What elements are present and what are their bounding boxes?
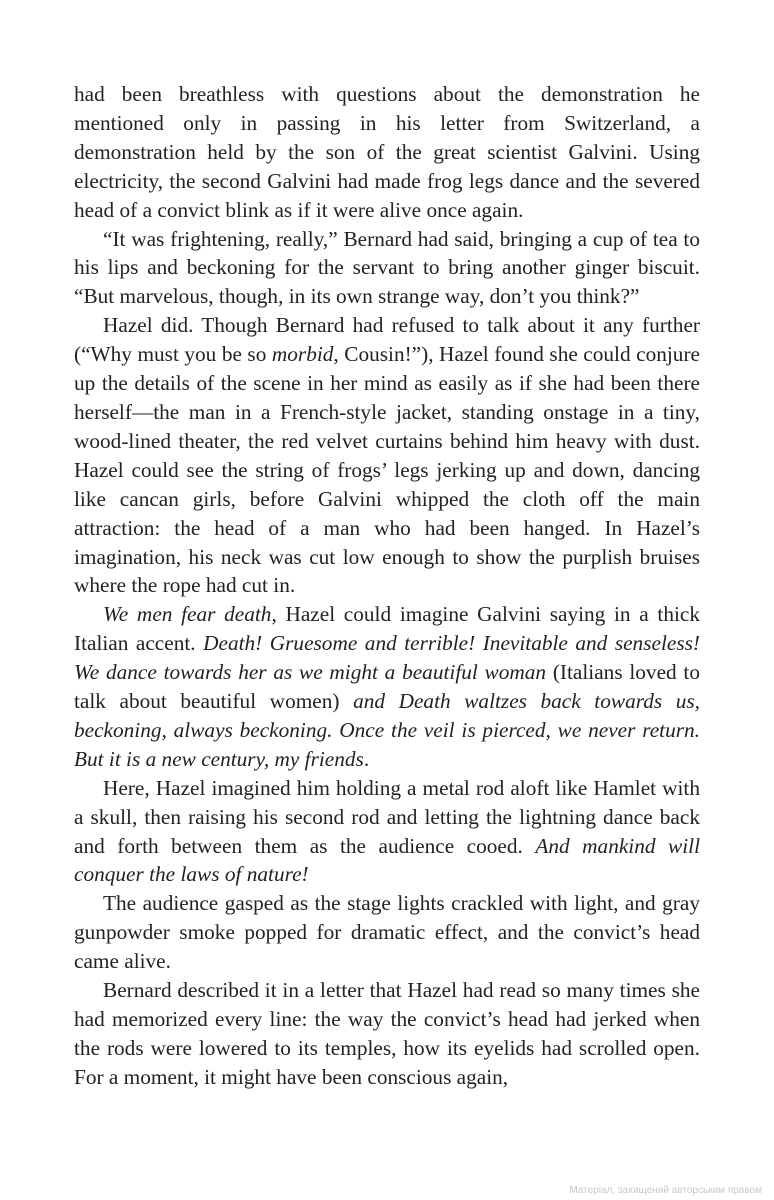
text-run: Bernard described it in a letter that Hazel had read so many times she had memorized every line: the way the convict’s head had jerked when the rods were lowered to its temples, how its eyelids had scrolled open. For a moment, it might have been conscious again, — [74, 978, 700, 1089]
book-page-text — [74, 80, 700, 1092]
paragraph — [74, 889, 700, 976]
italic-text: morbid — [271, 342, 334, 367]
paragraph — [74, 774, 700, 890]
text-run: (Italians loved to talk about beautiful women) — [74, 660, 700, 714]
paragraph — [74, 225, 700, 312]
paragraph — [74, 311, 700, 600]
italic-text: We men fear death — [103, 602, 272, 627]
text-run: . — [363, 746, 370, 771]
copyright-watermark: Матеріал, захищений авторським правом — [569, 1185, 762, 1196]
text-run: The audience gasped as the stage lights crackled with light, and gray gunpowder smoke popped for dramatic effect, and the convict’s head came alive. — [74, 891, 700, 974]
paragraph — [74, 976, 700, 1092]
text-run: , Hazel could imagine Galvini saying in a thick Italian accent. — [74, 602, 700, 656]
text-run: Hazel did. Though Bernard had refused to talk about it any further (“Why must you be so — [74, 313, 700, 367]
text-run: “It was frightening, really,” Bernard had said, bringing a cup of tea to his lips and beckoning for the servant to bring another ginger biscuit. “But marvelous, though, in its own strange way, don’t you think?” — [74, 226, 700, 309]
text-run: Here, Hazel imagined him holding a metal rod aloft like Hamlet with a skull, then raising his second rod and letting the lightning dance back and forth between them as the audience cooed. — [74, 775, 700, 858]
paragraph — [74, 80, 700, 225]
text-run: , Cousin!”), Hazel found she could conjure up the details of the scene in her mind as easily as if she had been there herself—the man in a French-style jacket, standing onstage in a tiny, wood-lined theater, the red velvet curtains behind him heavy with dust. Hazel could see the string of frogs’ legs jerking up and down, dancing like cancan girls, before Galvini whipped the cloth off the main attraction: the head of a man who had been hanged. In Hazel’s imagination, his neck was cut low enough to show the purplish bruises where the rope had cut in. — [74, 342, 700, 598]
text-run: had been breathless with questions about the demonstration he mentioned only in passing in his letter from Switzerland, a demonstration held by the son of the great scientist Galvini. Using electricity, the second Galvini had made frog legs dance and the severed head of a convict blink as if it were alive once again. — [74, 82, 700, 222]
paragraph — [74, 600, 700, 773]
italic-text: and Death waltzes back towards us, beckoning, always beckoning. Once the veil is pierced, we never return. But it is a new century, my friends — [74, 689, 700, 771]
italic-text: And mankind will conquer the laws of nature! — [74, 833, 700, 887]
italic-text: Death! Gruesome and terrible! Inevitable and senseless! We dance towards her as we might a beautiful woman — [74, 631, 700, 685]
